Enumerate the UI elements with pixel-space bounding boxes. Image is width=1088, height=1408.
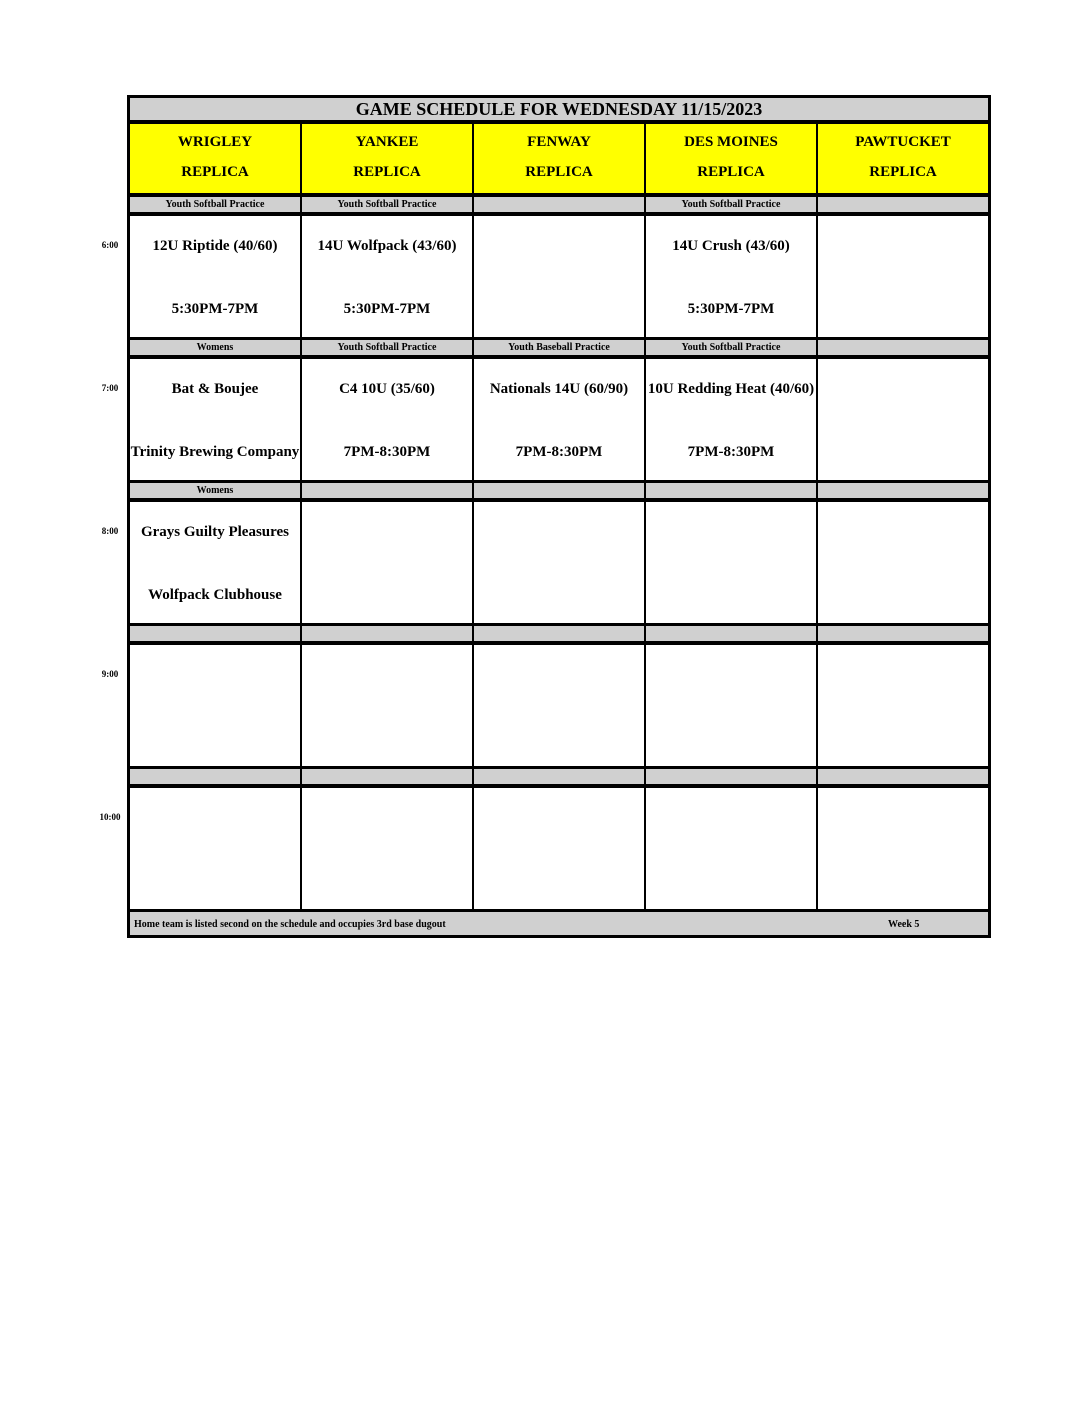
- game-cell: [646, 359, 816, 480]
- slot-label: Youth Softball Practice: [646, 340, 816, 355]
- game-cell: [646, 502, 816, 623]
- slot-label: [302, 769, 472, 784]
- slot-label: [646, 769, 816, 784]
- schedule-sheet: [127, 95, 991, 938]
- time-label: 10:00: [99, 812, 121, 822]
- slot-label: Youth Softball Practice: [130, 197, 300, 212]
- field-header: [474, 124, 644, 193]
- game-detail: 7PM-8:30PM: [343, 444, 431, 460]
- slot-label: Youth Softball Practice: [302, 197, 472, 212]
- slot-label: Youth Softball Practice: [646, 197, 816, 212]
- game-cell: [130, 359, 300, 480]
- game-matchup: 12U Riptide (40/60): [152, 238, 278, 254]
- slot-label: [474, 197, 644, 212]
- game-cell: [302, 645, 472, 766]
- game-cell: [818, 216, 988, 337]
- game-cell: [818, 788, 988, 909]
- game-cell: [130, 502, 300, 623]
- game-detail: Trinity Brewing Company: [130, 444, 300, 460]
- slot-label: [646, 626, 816, 641]
- game-cell: [130, 216, 300, 337]
- slot-label: [302, 626, 472, 641]
- field-header: [818, 124, 988, 193]
- field-name: DES MOINES: [684, 134, 778, 150]
- slot-label: Youth Baseball Practice: [474, 340, 644, 355]
- game-matchup: Nationals 14U (60/90): [489, 381, 629, 397]
- slot-label: [818, 483, 988, 498]
- game-cell: [474, 359, 644, 480]
- slot-label: Womens: [130, 340, 300, 355]
- slot-label: [818, 340, 988, 355]
- slot-label: [818, 626, 988, 641]
- slot-label: [474, 483, 644, 498]
- game-cell: [818, 645, 988, 766]
- slot-label: Youth Softball Practice: [302, 340, 472, 355]
- game-cell: [130, 788, 300, 909]
- footer-note: Home team is listed second on the schedule and occupies 3rd base dugout: [134, 919, 446, 930]
- game-cell: [302, 502, 472, 623]
- game-matchup: Grays Guilty Pleasures: [140, 524, 290, 540]
- game-cell: [646, 216, 816, 337]
- game-matchup: 14U Crush (43/60): [672, 238, 790, 254]
- game-detail: 5:30PM-7PM: [343, 301, 431, 317]
- game-cell: [302, 359, 472, 480]
- field-type: REPLICA: [353, 164, 421, 180]
- game-cell: [302, 216, 472, 337]
- slot-label: [130, 769, 300, 784]
- game-detail: 5:30PM-7PM: [687, 301, 775, 317]
- field-header: [130, 124, 300, 193]
- game-cell: [474, 502, 644, 623]
- game-detail: 5:30PM-7PM: [171, 301, 259, 317]
- field-name: WRIGLEY: [177, 134, 253, 150]
- field-type: REPLICA: [181, 164, 249, 180]
- slot-label: [302, 483, 472, 498]
- game-detail: 7PM-8:30PM: [515, 444, 603, 460]
- week-label: Week 5: [888, 919, 920, 930]
- game-matchup: 10U Redding Heat (40/60): [647, 381, 815, 397]
- game-matchup: C4 10U (35/60): [339, 381, 435, 397]
- game-cell: [818, 359, 988, 480]
- field-type: REPLICA: [697, 164, 765, 180]
- game-cell: [302, 788, 472, 909]
- slot-label: [646, 483, 816, 498]
- time-label: 8:00: [101, 526, 119, 536]
- game-cell: [646, 645, 816, 766]
- game-cell: [474, 645, 644, 766]
- time-label: 7:00: [101, 383, 119, 393]
- game-cell: [474, 788, 644, 909]
- time-label: 9:00: [101, 669, 119, 679]
- game-matchup: Bat & Boujee: [171, 381, 259, 397]
- slot-label: Womens: [130, 483, 300, 498]
- game-matchup: 14U Wolfpack (43/60): [317, 238, 457, 254]
- field-name: YANKEE: [355, 134, 419, 150]
- slot-label: [818, 769, 988, 784]
- field-name: FENWAY: [527, 134, 591, 150]
- field-type: REPLICA: [525, 164, 593, 180]
- schedule-title: GAME SCHEDULE FOR WEDNESDAY 11/15/2023: [130, 98, 988, 120]
- game-cell: [818, 502, 988, 623]
- slot-label: [474, 769, 644, 784]
- game-cell: [474, 216, 644, 337]
- schedule-footer: [130, 912, 988, 935]
- slot-label: [130, 626, 300, 641]
- game-detail: Wolfpack Clubhouse: [148, 587, 282, 603]
- game-cell: [130, 645, 300, 766]
- slot-label: [474, 626, 644, 641]
- field-header: [646, 124, 816, 193]
- field-type: REPLICA: [869, 164, 937, 180]
- game-cell: [646, 788, 816, 909]
- time-label: 6:00: [101, 240, 119, 250]
- field-header: [302, 124, 472, 193]
- game-detail: 7PM-8:30PM: [687, 444, 775, 460]
- slot-label: [818, 197, 988, 212]
- field-name: PAWTUCKET: [855, 134, 951, 150]
